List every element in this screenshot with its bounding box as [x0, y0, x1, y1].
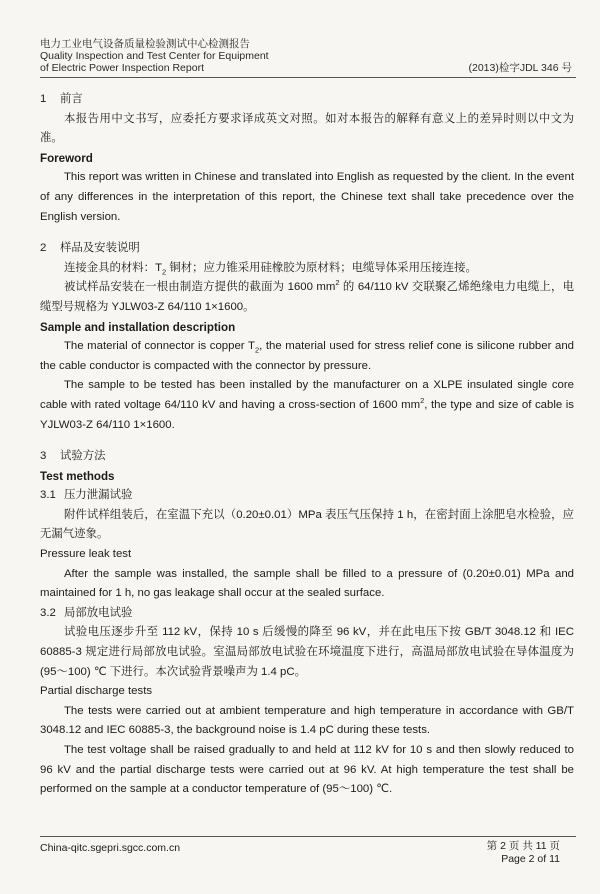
- header-org-en-2: of Electric Power Inspection Report: [40, 62, 204, 74]
- section-title: 试验方法: [60, 450, 106, 463]
- section-3-heading-cn: [40, 447, 574, 467]
- subsection-3-2-heading-cn: [40, 604, 574, 624]
- test-methods-heading-en: Test methods: [40, 469, 115, 483]
- section-title: 样品及安装说明: [60, 242, 140, 255]
- header-divider: [40, 77, 576, 78]
- page-header: [40, 38, 580, 74]
- report-body: [40, 90, 574, 800]
- foreword-heading-en: Foreword: [40, 151, 93, 165]
- pd-test-paragraph-en-2: The test voltage shall be raised gradually to and held at 112 kV for 10 s and then slowly reduced to 96 kV and the partial discharge tests were carried out at 96 kV. At high temperature the test shall be performed on the sample at a conductor temperature of (95～100) ℃.: [40, 744, 574, 796]
- section-1-heading-cn: [40, 90, 574, 110]
- sample-paragraph-en-2: The sample to be tested has been installed by the manufacturer on a XLPE insulated single core cable with rated voltage 64/110 kV and having a cross-section of 1600 $mm^2$, the type and size of cable is YJLW03-Z 64/110 1×1600.: [40, 379, 575, 431]
- pd-test-heading-en: Partial discharge tests: [40, 685, 153, 698]
- report-number: (2013)检字JDL 346 号: [468, 62, 572, 74]
- pd-test-paragraph-cn: 试验电压逐步升至 112 kV，保持 10 s 后缓慢的降至 96 kV，并在此电压下按 GB/T 3048.12 和 IEC 60885-3 规定进行局部放电试验。室温局部放电试验在环境温度下进行，高温局部放电试验在导体温度为 (95～100) ℃ 下进行。本次试验背景噪声为 1.4 pC。: [40, 626, 574, 678]
- footer-website: China-qitc.sgepri.sgcc.com.cn: [40, 842, 181, 854]
- sample-paragraph-cn-2: 被试样品安装在一根由制造方提供的截面为 1600 $mm^2$ 的 64/110 kV 交联聚乙烯绝缘电力电缆上，电缆型号规格为 YJLW03-Z 64/110 1×1600。: [40, 278, 574, 313]
- subsection-title: 压力泄漏试验: [64, 489, 133, 502]
- section-2-heading-cn: [40, 239, 574, 259]
- section-number: 3: [40, 450, 47, 463]
- subsection-number: 3.2: [40, 606, 56, 619]
- page-number-cn: 第 2 页 共 11 页: [486, 840, 560, 852]
- sample-paragraph-cn-1: 连接金具的材料：$T_2$ 铜材；应力锥采用硅橡胶为原材料；电缆导体采用压接连接。: [63, 261, 477, 277]
- pd-test-paragraph-en-1: The tests were carried out at ambient temperature and high temperature in accordance with GB/T 3048.12 and IEC 60885-3, the background noise is 1.4 pC during these tests.: [40, 704, 574, 737]
- header-org-en-1: Quality Inspection and Test Center for Equipment: [40, 50, 269, 62]
- header-org-cn: 电力工业电气设备质量检验测试中心检测报告: [40, 38, 250, 50]
- subsection-title: 局部放电试验: [64, 606, 133, 619]
- pressure-test-paragraph-cn: 附件试样组装后，在室温下充以（0.20±0.01）MPa 表压气压保持 1 h，在密封面上涂肥皂水检验，应无漏气迹象。: [40, 508, 574, 541]
- pressure-test-paragraph-en: After the sample was installed, the sample shall be filled to a pressure of (0.20±0.01) MPa and maintained for 1 h, no gas leakage shall occur at the sealed surface.: [40, 567, 574, 600]
- section-title: 前言: [60, 93, 83, 105]
- sample-heading-en: Sample and installation description: [40, 320, 236, 334]
- foreword-paragraph-en: This report was written in Chinese and translated into English as requested by the client. In the event of any differences in the interpretation of this report, the Chinese text shall take precedence over the English version.: [40, 171, 574, 223]
- foreword-paragraph-cn: 本报告用中文书写，应委托方要求译成英文对照。如对本报告的解释有意义上的差异时则以中文为准。: [40, 112, 574, 145]
- page-number: [487, 840, 560, 866]
- section-number: 1: [40, 93, 47, 105]
- sample-paragraph-en-1: The material of connector is copper $T_2$, the material used for stress relief cone is silicone rubber and the cable conductor is compacted with the connector by pressure.: [40, 340, 574, 372]
- subsection-3-1-heading-cn: [40, 486, 574, 506]
- section-number: 2: [40, 242, 47, 255]
- footer-divider: [40, 836, 576, 837]
- pressure-test-heading-en: Pressure leak test: [40, 548, 132, 561]
- subsection-number: 3.1: [40, 489, 56, 502]
- page-number-en: Page 2 of 11: [501, 853, 560, 865]
